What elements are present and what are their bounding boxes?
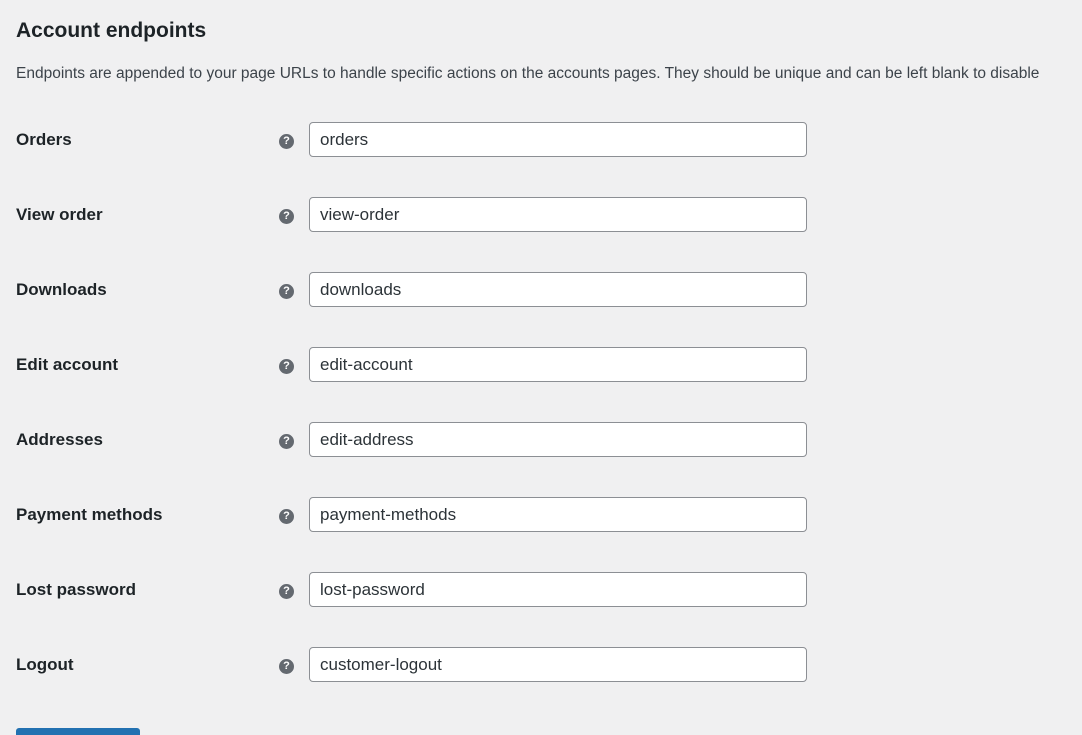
endpoint-row-orders (0, 122, 1082, 197)
section-description: Endpoints are appended to your page URLs to handle specific actions on the accounts pages. They should be unique and can be left blank to disable (16, 65, 1040, 82)
endpoint-row-downloads (0, 272, 1082, 347)
endpoint-input-payment-methods[interactable] (309, 497, 807, 532)
endpoint-input-edit-account[interactable] (309, 347, 807, 382)
endpoint-label-logout: Logout (16, 655, 74, 674)
endpoint-input-orders[interactable] (309, 122, 807, 157)
save-changes-button[interactable] (16, 728, 140, 735)
endpoint-input-view-order[interactable] (309, 197, 807, 232)
endpoint-label-orders: Orders (16, 130, 72, 149)
endpoint-row-logout (0, 647, 1082, 722)
endpoint-label-edit-account: Edit account (16, 355, 119, 374)
help-icon[interactable]: ? (279, 659, 294, 674)
help-icon[interactable]: ? (279, 284, 294, 299)
endpoints-form (0, 122, 1082, 722)
endpoint-input-addresses[interactable] (309, 422, 807, 457)
help-icon[interactable]: ? (279, 584, 294, 599)
endpoint-row-addresses (0, 422, 1082, 497)
endpoint-row-payment-methods (0, 497, 1082, 572)
help-icon[interactable]: ? (279, 509, 294, 524)
help-icon[interactable]: ? (279, 134, 294, 149)
endpoint-label-view-order: View order (16, 205, 103, 224)
endpoint-row-edit-account (0, 347, 1082, 422)
endpoint-label-addresses: Addresses (16, 430, 103, 449)
endpoint-input-lost-password[interactable] (309, 572, 807, 607)
section-title: Account endpoints (16, 19, 207, 42)
help-icon[interactable]: ? (279, 359, 294, 374)
endpoint-label-lost-password: Lost password (16, 580, 136, 599)
endpoint-row-lost-password (0, 572, 1082, 647)
endpoint-label-downloads: Downloads (16, 280, 107, 299)
endpoint-input-downloads[interactable] (309, 272, 807, 307)
endpoint-row-view-order (0, 197, 1082, 272)
endpoint-label-payment-methods: Payment methods (16, 505, 163, 524)
help-icon[interactable]: ? (279, 434, 294, 449)
help-icon[interactable]: ? (279, 209, 294, 224)
endpoint-input-logout[interactable] (309, 647, 807, 682)
